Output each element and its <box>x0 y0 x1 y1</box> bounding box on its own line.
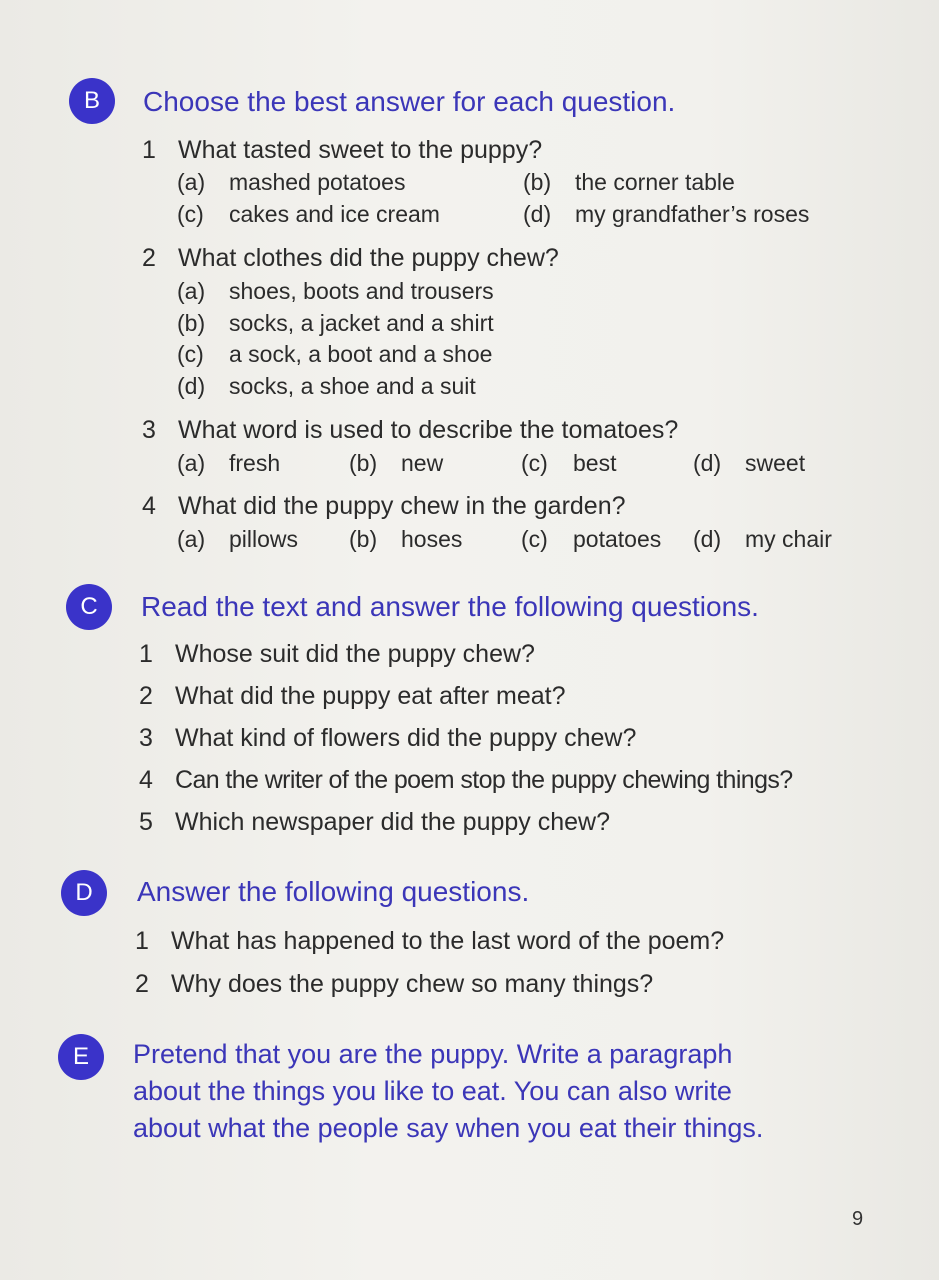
option-label: (b) <box>349 526 378 552</box>
question-text: What tasted sweet to the puppy? <box>178 136 543 164</box>
question-text: What clothes did the puppy chew? <box>178 244 559 272</box>
option-label: (a) <box>177 278 206 304</box>
paragraph-line: about what the people say when you eat their things. <box>133 1113 764 1143</box>
answer-option <box>177 341 492 368</box>
option-label: (d) <box>693 450 722 476</box>
question-number: 2 <box>135 970 149 998</box>
section-e-paragraph <box>133 1036 763 1147</box>
question-text: What did the puppy chew in the garden? <box>178 492 626 520</box>
option-label: (b) <box>523 169 552 195</box>
answer-option <box>177 450 280 477</box>
section-c-badge: C <box>66 584 112 630</box>
option-text: socks, a shoe and a suit <box>229 373 476 399</box>
question-text: Can the writer of the poem stop the puppy chewing things? <box>175 766 793 794</box>
section-d-badge: D <box>61 870 107 916</box>
question-number: 5 <box>139 808 153 836</box>
option-label: (d) <box>177 373 206 399</box>
question-number: 4 <box>142 492 156 520</box>
option-label: (c) <box>177 341 204 367</box>
option-label: (c) <box>177 201 204 227</box>
question-text: Which newspaper did the puppy chew? <box>175 808 610 836</box>
option-text: a sock, a boot and a shoe <box>229 341 493 367</box>
section-e-badge: E <box>58 1034 104 1080</box>
question-number: 1 <box>135 927 149 955</box>
option-label: (c) <box>521 526 548 552</box>
paragraph-line: about the things you like to eat. You can also write <box>133 1076 732 1106</box>
paragraph-line: Pretend that you are the puppy. Write a paragraph <box>133 1039 733 1069</box>
option-text: sweet <box>745 450 806 476</box>
answer-option <box>177 526 298 553</box>
option-text: my grandfather’s roses <box>575 201 810 227</box>
option-text: my chair <box>745 526 832 552</box>
option-label: (a) <box>177 169 206 195</box>
section-c-instruction: Read the text and answer the following questions. <box>141 591 759 622</box>
answer-option <box>177 169 405 196</box>
answer-option <box>523 169 735 196</box>
option-text: cakes and ice cream <box>229 201 440 227</box>
answer-option <box>349 450 443 477</box>
question-number: 3 <box>139 724 153 752</box>
question-text: What kind of flowers did the puppy chew? <box>175 724 637 752</box>
option-label: (a) <box>177 526 206 552</box>
section-d-instruction: Answer the following questions. <box>137 876 530 907</box>
answer-option <box>177 278 494 305</box>
answer-option <box>177 373 476 400</box>
answer-option <box>521 450 616 477</box>
question-number: 1 <box>142 136 156 164</box>
question-text: Why does the puppy chew so many things? <box>171 970 654 998</box>
option-label: (d) <box>523 201 552 227</box>
option-text: pillows <box>229 526 299 552</box>
answer-option <box>177 201 440 228</box>
question-number: 2 <box>139 682 153 710</box>
option-text: fresh <box>229 450 281 476</box>
option-label: (b) <box>349 450 378 476</box>
option-text: the corner table <box>575 169 735 195</box>
option-text: mashed potatoes <box>229 169 406 195</box>
question-number: 4 <box>139 766 153 794</box>
question-text: Whose suit did the puppy chew? <box>175 640 535 668</box>
answer-option <box>693 450 805 477</box>
question-number: 1 <box>139 640 153 668</box>
answer-option <box>693 526 832 553</box>
question-text: What has happened to the last word of the poem? <box>171 927 725 955</box>
option-label: (c) <box>521 450 548 476</box>
question-number: 3 <box>142 416 156 444</box>
question-number: 2 <box>142 244 156 272</box>
answer-option <box>177 310 494 337</box>
answer-option <box>523 201 809 228</box>
option-text: best <box>573 450 617 476</box>
option-text: hoses <box>401 526 463 552</box>
option-label: (d) <box>693 526 722 552</box>
option-text: socks, a jacket and a shirt <box>229 310 494 336</box>
option-label: (b) <box>177 310 206 336</box>
page-number: 9 <box>852 1208 864 1230</box>
option-text: shoes, boots and trousers <box>229 278 494 304</box>
question-text: What word is used to describe the tomatoes? <box>178 416 679 444</box>
section-b-instruction: Choose the best answer for each question. <box>143 86 676 117</box>
option-label: (a) <box>177 450 206 476</box>
question-text: What did the puppy eat after meat? <box>175 682 566 710</box>
option-text: new <box>401 450 444 476</box>
answer-option <box>521 526 661 553</box>
option-text: potatoes <box>573 526 662 552</box>
section-b-badge: B <box>69 78 115 124</box>
answer-option <box>349 526 462 553</box>
